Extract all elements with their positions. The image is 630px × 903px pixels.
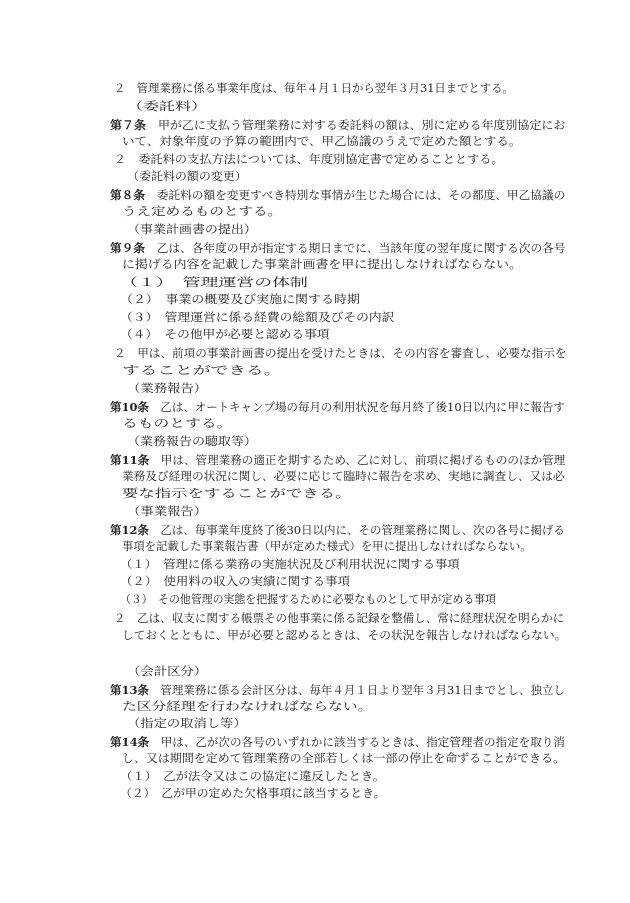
text-line: [122, 539, 532, 555]
line-text: （業務報告の聴取等）: [127, 435, 257, 448]
line-text: 甲は、乙が次の各号のいずれかに該当するときは、指定管理者の指定を取り消: [149, 736, 565, 749]
line-text: 業務及び経理の状況に関し、必要に応じて臨時に報告を求め、実地に調査し、又は必: [122, 470, 565, 483]
line-text: （事業計画書の提出）: [127, 223, 257, 236]
text-line: [120, 275, 308, 291]
line-text: ２ 委託料の支払方法については、年度別協定書で定めることとする。: [114, 153, 504, 166]
article-heading-line: [110, 187, 565, 204]
line-text: （１） 管理に係る業務の実施状況及び利用状況に関する事項: [120, 558, 460, 571]
line-text: （業務報告）: [127, 382, 208, 395]
text-line: [122, 751, 565, 767]
text-line: [122, 416, 232, 432]
text-line: [122, 134, 521, 150]
text-line: [122, 204, 282, 220]
text-line: [127, 434, 257, 450]
text-line: [114, 611, 564, 627]
line-text: 甲は、管理業務の適正を期するため、乙に対し、前項に掲げるもののほか管理: [149, 454, 566, 467]
line-text: （２） 乙が甲の定めた欠格事項に該当するとき。: [120, 787, 386, 800]
text-line: [122, 699, 372, 715]
text-line: [127, 716, 247, 732]
text-line: [127, 169, 247, 185]
line-text: 要な指示をすることができる。: [122, 487, 352, 500]
article-number: 第９条: [110, 241, 146, 255]
line-text: 乙は、毎事業年度終了後30日以内に、その管理業務に関し、次の各号に掲げる: [148, 524, 565, 537]
line-text: （１） 乙が法令又はこの協定に違反したとき。: [120, 770, 386, 783]
text-line: [120, 769, 385, 785]
text-line: [120, 574, 350, 590]
article-number: 第７条: [110, 118, 146, 132]
article-heading-line: [110, 399, 565, 416]
line-text: （１） 管理運営の体制: [120, 276, 308, 289]
line-text: 乙は、各年度の甲が指定する期日までに、当該年度の翌年度に関する次の各号: [145, 242, 566, 255]
line-text: 乙は、オートキャンプ場の毎月の利用状況を毎月終了後10日以内に甲に報告す: [148, 401, 565, 414]
text-line: [122, 363, 282, 379]
line-text: ２ 甲は、前項の事業計画書の提出を受けたときは、その内容を審査し、必要な指示を: [114, 347, 567, 360]
line-text: （指定の取消し等）: [127, 717, 247, 730]
line-text: （４） その他甲が必要と認める事項: [120, 328, 330, 341]
line-text: 委託料の額を変更すべき特別な事情が生じた場合には、その都度、甲乙協議の: [145, 189, 566, 202]
text-line: [127, 222, 257, 238]
text-line: [122, 257, 522, 273]
article-heading-line: [110, 522, 565, 539]
line-text: しておくとともに、甲が必要と認めるときは、その状況を報告しなければならない。: [122, 629, 567, 642]
article-heading-line: [110, 682, 565, 699]
text-line: [120, 557, 460, 573]
article-number: 第12条: [110, 523, 149, 537]
article-heading-line: [110, 117, 565, 134]
article-heading-line: [110, 734, 565, 751]
line-text: るものとする。: [122, 417, 233, 430]
text-line: [127, 504, 207, 520]
line-text: ２ 乙は、収支に関する帳票その他事業に係る記録を整備し、常に経理状況を明らかに: [114, 612, 565, 625]
text-line: [122, 486, 351, 502]
line-text: し、又は期間を定めて管理業務の全部若しくは一部の停止を命ずることができる。: [122, 752, 565, 765]
article-number: 第13条: [110, 683, 149, 697]
line-text: 事項を記載した事業報告書（甲が定めた様式）を甲に提出しなければならない。: [122, 540, 532, 553]
article-heading-line: [110, 452, 565, 469]
text-line: [122, 469, 565, 485]
line-text: （委託料の額の変更）: [127, 170, 247, 183]
line-text: することができる。: [122, 364, 282, 377]
text-line: [122, 628, 566, 644]
text-line: [114, 152, 504, 168]
article-number: 第14条: [110, 735, 150, 749]
line-text: （会計区分）: [127, 665, 208, 678]
text-line: [114, 81, 514, 97]
article-number: 第８条: [110, 188, 146, 202]
line-text: （３） その他管理の実態を把握するために必要なものとして甲が定める事項: [120, 593, 496, 606]
article-number: 第11条: [110, 453, 150, 467]
line-text: に掲げる内容を記載した事業計画書を甲に提出しなければならない。: [122, 258, 522, 271]
text-line: [120, 786, 385, 802]
line-text: 甲が乙に支払う管理業務に対する委託料の額は、別に定める年度別協定にお: [145, 119, 566, 132]
text-line: [120, 592, 496, 608]
line-text: （委託料）: [127, 100, 207, 113]
text-line: [127, 664, 207, 680]
line-text: ２ 管理業務に係る事業年度は、毎年４月１日から翌年３月31日までとする。: [114, 82, 514, 95]
line-text: （３） 管理運営に係る経費の総額及びその内訳: [120, 311, 395, 324]
line-text: （２） 事業の概要及び実施に関する時期: [120, 293, 360, 306]
article-heading-line: [110, 240, 566, 257]
line-text: いて、対象年度の予算の範囲内で、甲乙協議のうえで定めた額とする。: [122, 135, 522, 148]
line-text: 管理業務に係る会計区分は、毎年４月１日より翌年３月31日までとし、独立し: [148, 684, 565, 697]
text-line: [127, 99, 207, 115]
article-number: 第10条: [110, 400, 149, 414]
line-text: た区分経理を行わなければならない。: [122, 700, 373, 713]
text-line: [127, 381, 207, 397]
text-line: [120, 292, 360, 308]
line-text: （２） 使用料の収入の実績に関する事項: [120, 575, 350, 588]
text-line: [114, 346, 566, 362]
text-line: [120, 327, 330, 343]
line-text: うえ定めるものとする。: [122, 205, 283, 218]
text-line: [120, 310, 394, 326]
line-text: （事業報告）: [127, 505, 208, 518]
